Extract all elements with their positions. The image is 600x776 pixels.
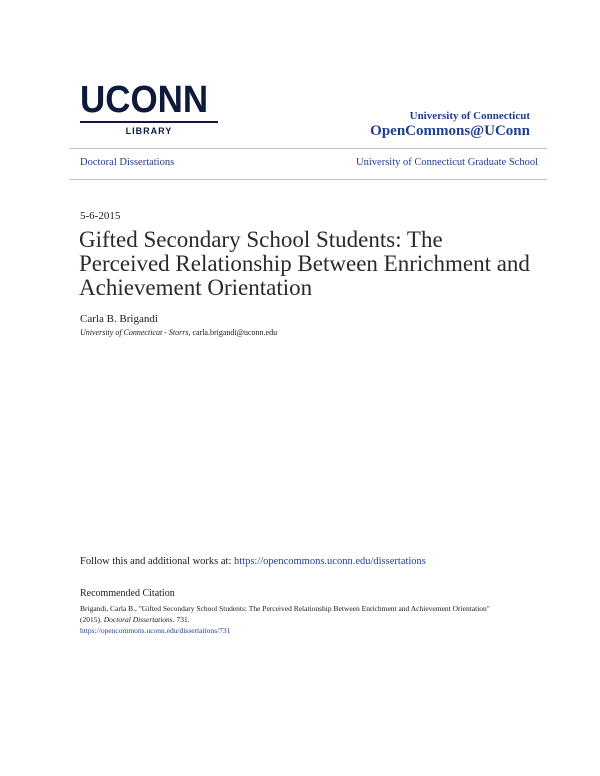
citation-url-link[interactable]: https://opencommons.uconn.edu/dissertations/731 bbox=[80, 626, 231, 635]
divider-bottom bbox=[70, 179, 547, 180]
citation-text: Brigandi, Carla B., "Gifted Secondary School Students: The Perceived Relationship Between Enrichment and Achievement Orientation" (2015). bbox=[80, 604, 490, 624]
citation-body bbox=[80, 603, 500, 636]
affiliation-name: University of Connecticut - Storrs bbox=[80, 328, 189, 337]
divider-top bbox=[70, 148, 547, 149]
university-name[interactable]: University of Connecticut bbox=[409, 110, 530, 122]
publication-date: 5-6-2015 bbox=[80, 210, 121, 222]
graduate-school-link[interactable]: University of Connecticut Graduate School bbox=[356, 157, 538, 168]
doctoral-dissertations-link[interactable]: Doctoral Dissertations bbox=[80, 157, 175, 168]
author-affiliation bbox=[80, 328, 277, 337]
uconn-library-logo bbox=[80, 79, 220, 136]
citation-number: . 731. bbox=[172, 615, 190, 624]
logo-subtitle: LIBRARY bbox=[125, 126, 173, 136]
repository-header bbox=[370, 110, 530, 140]
author-email[interactable]: , carla.brigandi@uconn.edu bbox=[188, 328, 278, 337]
logo-wordmark: UCONN bbox=[80, 79, 209, 121]
follow-url-link[interactable]: https://opencommons.uconn.edu/dissertations bbox=[234, 556, 426, 567]
citation-series: Doctoral Dissertations bbox=[103, 615, 173, 624]
follow-text: Follow this and additional works at: bbox=[80, 556, 234, 567]
author-name: Carla B. Brigandi bbox=[80, 313, 158, 325]
follow-line bbox=[80, 556, 426, 567]
logo-rule bbox=[80, 121, 218, 123]
citation-heading: Recommended Citation bbox=[80, 588, 175, 599]
document-title: Gifted Secondary School Students: The Perceived Relationship Between Enrichment and Achievement Orientation bbox=[79, 227, 530, 300]
repository-name[interactable]: OpenCommons@UConn bbox=[370, 123, 530, 139]
